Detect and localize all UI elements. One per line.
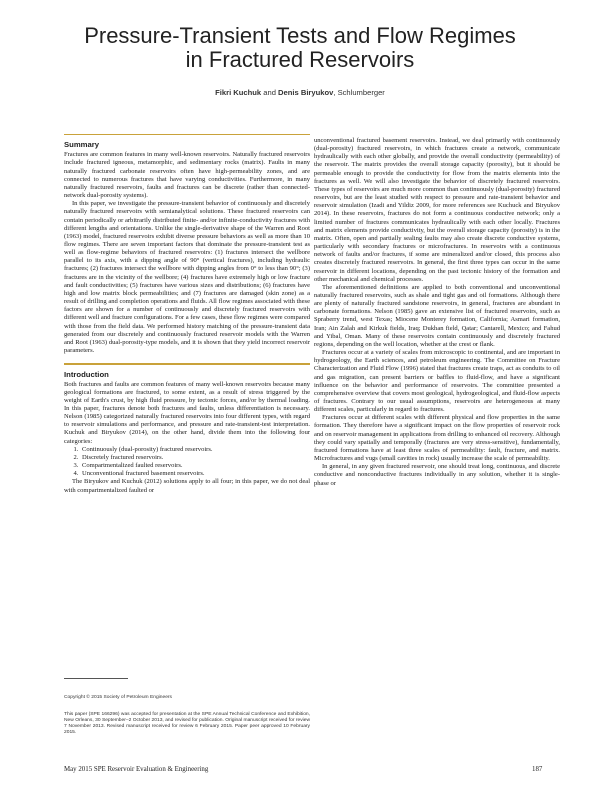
list-item: 2. Discretely fractured reservoirs. xyxy=(80,454,310,462)
body-paragraph-2: The aforementioned definitions are applied to both conventional and unconventional naturally fractured reservoirs, such as shale and tight gas and oil formations. Although there are plenty of naturally fractured sandstone reservoirs, in general, fractures are abundant in carbonate formations. Nelson (1985) gave an extensive list of fractured reservoirs, such as Spraberry trend, west Texas; Miocene Monterey formation, California; Asmari formation, Iran; Ain Zalah and Kirkuk fields, Iraq; Dukhan field, Qatar; Cantarell, Mexico; and Fahud and Yibal, Oman. Many of these reservoirs contain continuously and discretely fractured regions, depending on the well location, whether at the crest or flank. xyxy=(314,283,560,348)
summary-section xyxy=(64,134,310,355)
author-affiliation: , Schlumberger xyxy=(333,88,385,97)
summary-paragraph-2: In this paper, we investigate the pressure-transient behavior of continuously and discretely naturally fractured reservoirs with semianalytical solutions. These fractured reservoirs can contain periodically or arbitrarily distributed finite- and/or infinite-conductivity fractures with different lengths and orientations. Unlike the single-derivative shape of the Warren and Root (1963) model, fractured reservoirs exhibit diverse pressure behaviors as well as more than 10 flow regimes. There are seven important factors that dominate the pressure-transient test as well as flow-regime behaviors of fractured reservoirs: (1) fractures intersect the wellbore parallel to its axis, with a dipping angle of 90° (vertical fractures), including hydraulic fractures; (2) fractures intersect the wellbore with dipping angles from 0° to less than 90°; (3) fractures are in the vicinity of the wellbore; (4) fractures have extremely high or low fracture and fault conductivities; (5) fractures have various sizes and distributions; (6) fractures have high and low matrix block permeabilities; and (7) fractures are damaged (skin zone) as a result of drilling and completion operations and fluids. All flow regimes associated with these factors are shown for a number of continuously and discretely fractured reservoirs with different well and fracture configurations. For a few cases, these flow regimes were compared with those from the field data. We performed history matching of the pressure-transient data generated from our discretely and continuously fractured reservoir models with the Warren and Root (1963) dual-porosity-type models, and it is shown that they yield incorrect reservoir parameters. xyxy=(64,200,310,355)
body-paragraph-1: unconventional fractured basement reservoirs. Instead, we deal primarily with continuously (dual-porosity) fractured reservoirs, in which fractures create a network, communicate hydraulically with each other globally, and provide the overall conductivity (permeability) of the reservoir. The matrix provides the overall storage capacity (porosity), but it should be permeable enough to provide the conductivity for flow from the matrix elements into the fractures as well. We will also investigate the behavior of discretely fractured reservoirs. These types of reservoirs are much more common than continuously (dual-porosity) fractured reservoirs, but are the least studied with respect to pressure and rate-transient behavior and reservoir simulation (Izadi and Yildiz 2009, for more references see Kuchuck and Biryukov 2014). In these reservoirs, fractures do not form a continuous conductive network; only a limited number of fractures communicates hydraulically with each other locally. Fractures and matrix elements provide conductivity, but the overall storage capacity (porosity) is in the matrix. Often, open and partially sealing faults may also create discrete conductive systems, particularly with secondary fractures or microfractures. In reservoirs with a continuous network of faults and/or fractures, if some are mineralized and/or closed, this process also creates discretely fractured reservoirs. In general, the first three types can occur in the same reservoir in different locations, depending on the past tectonic history of the formation and other mechanical and chemical processes. xyxy=(314,137,560,283)
list-item: 4. Unconventional fractured basement reservoirs. xyxy=(80,470,310,478)
summary-heading: Summary xyxy=(64,140,100,150)
author-1: Fikri Kuchuk xyxy=(215,88,262,97)
body-paragraph-4: Fractures occur at different scales with different physical and flow properties in the same formation. They therefore have a significant impact on the flow properties of reservoir rock and on reservoir management in applications from drilling to enhanced oil recovery. Although they could vary spatially and temporally (fractures are very stress-sensitive), fundamentally, fractured formations have at least three scales of permeability: fault, fracture, and matrix. Microfractures and vugs (small cavities in rock) usually increase the scale of permeability. xyxy=(314,414,560,463)
page-number: 187 xyxy=(532,766,543,773)
author-line xyxy=(40,88,560,97)
introduction-section xyxy=(64,363,310,494)
right-column xyxy=(314,137,560,488)
reservoir-category-list xyxy=(64,446,310,479)
body-paragraph-3: Fractures occur at a variety of scales from microscopic to continental, and are important in hydrogeology, the Earth sciences, and petroleum engineering. The Committee on Fracture Characterization and Fluid Flow (1996) stated that fractures create traps, act as conduits to oil and gas migration, can present barriers or baffles to fluid-flow, and have a significant influence on the behavior and performance of reservoirs. The committee presented a comprehensive overview that covers most geological, hydrogeological, and fluid-flow aspects of fractures. Contrary to our usual assumptions, reservoirs are heterogeneous at many different scales, particularly in regard to fractures. xyxy=(314,349,560,414)
journal-footer: May 2015 SPE Reservoir Evaluation & Engineering xyxy=(64,766,209,773)
title-line-2: in Fractured Reservoirs xyxy=(185,47,415,72)
author-2: Denis Biryukov xyxy=(278,88,334,97)
introduction-heading: Introduction xyxy=(64,369,109,379)
list-item: 1. Continuously (dual-porosity) fractured reservoirs. xyxy=(80,446,310,454)
list-item: 3. Compartmentalized faulted reservoirs. xyxy=(80,462,310,470)
summary-heading-rule xyxy=(64,134,310,135)
summary-paragraph-1: Fractures are common features in many well-known reservoirs. Naturally fractured reservoirs include fractured igneous, metamorphic, and sedimentary rocks (matrix). Faults in many naturally fractured carbonate reservoirs often have high-permeability zones, and are connected to numerous fractures that have varying conductivities. Furthermore, in many naturally fractured reservoirs, faults and fractures can be discrete (rather than connected-network dual-porosity systems). xyxy=(64,151,310,200)
publication-footnote: This paper (SPE 166296) was accepted for presentation at the SPE Annual Technical Conference and Exhibition, New Orleans, 30 September–2 October 2013, and revised for publication. Original manuscript received for review 7 November 2013. Revised manuscript received for review 6 February 2015. Paper peer approved 10 February 2015. xyxy=(64,712,310,736)
paper-title xyxy=(40,24,560,72)
introduction-heading-rule xyxy=(64,363,310,364)
body-paragraph-5: In general, in any given fractured reservoir, one should treat long, continuous, and discrete conductive and nonconductive fractures individually in any solution, whether it is single-phase or xyxy=(314,463,560,487)
introduction-paragraph-2: The Biryukov and Kuchuk (2012) solutions apply to all four; in this paper, we do not deal with compartmentalized faulted or xyxy=(64,478,310,494)
author-conjunction: and xyxy=(261,88,279,97)
introduction-paragraph-1: Both fractures and faults are common features of many well-known reservoirs because many geological formations are fractured, to some extent, as a result of stress triggered by the weight of Earth's crust, by high fluid pressure, by tectonic forces, and/or by thermal loading. In this paper, fractures denote both fractures and faults, unless differentiation is necessary. Nelson (1985) categorized naturally fractured reservoirs into four different types, with regard to reservoir simulations and performance, and pressure and rate-transient-test interpretation. Kuchuk and Biryukov (2014), on the other hand, divide them into the following four categories: xyxy=(64,380,310,445)
left-column xyxy=(64,134,310,495)
copyright-notice: Copyright © 2015 Society of Petroleum Engineers xyxy=(64,695,172,700)
footnote-rule xyxy=(64,678,128,679)
title-line-1: Pressure-Transient Tests and Flow Regimes xyxy=(84,23,516,48)
